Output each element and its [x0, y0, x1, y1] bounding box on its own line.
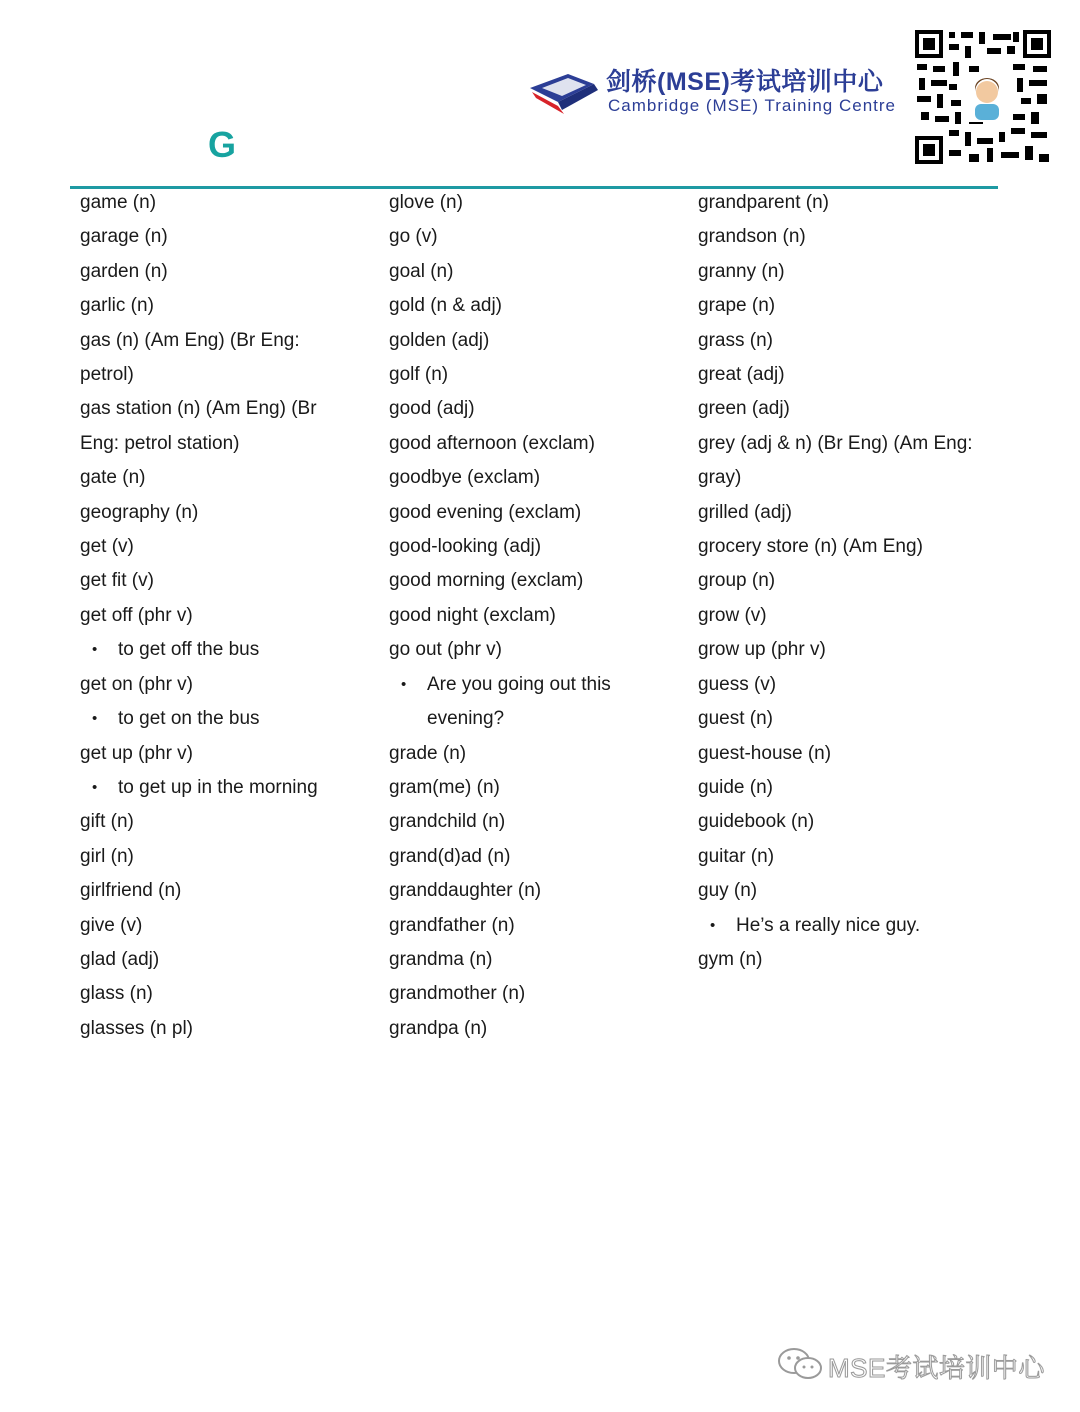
vocabulary-entry: grow (v) [698, 604, 767, 626]
vocabulary-entry: glasses (n pl) [80, 1017, 193, 1039]
vocabulary-entry: granny (n) [698, 260, 785, 282]
logo-chinese-name: 剑桥(MSE)考试培训中心 [606, 68, 884, 96]
vocabulary-entry: grandson (n) [698, 226, 806, 248]
vocabulary-entry: great (adj) [698, 364, 785, 386]
vocabulary-entry: good evening (exclam) [389, 501, 582, 523]
vocabulary-entry: grilled (adj) [698, 501, 792, 523]
bullet-icon: • [92, 641, 98, 659]
example-text: to get up in the morning [118, 776, 318, 798]
vocabulary-entry: guess (v) [698, 673, 777, 695]
vocabulary-entry: gate (n) [80, 467, 146, 489]
vocabulary-entry: get off (phr v) [80, 604, 193, 626]
vocabulary-entry: get on (phr v) [80, 673, 193, 695]
bullet-icon: • [401, 675, 407, 693]
vocabulary-entry: guest-house (n) [698, 742, 832, 764]
vocabulary-entry: grocery store (n) (Am Eng) [698, 536, 923, 558]
vocabulary-entry: grade (n) [389, 742, 467, 764]
vocabulary-entry: garage (n) [80, 226, 168, 248]
vocabulary-entry: good morning (exclam) [389, 570, 584, 592]
vocabulary-entry: grow up (phr v) [698, 639, 826, 661]
vocabulary-entry: grand(d)ad (n) [389, 845, 511, 867]
vocabulary-entry: gym (n) [698, 948, 763, 970]
vocabulary-entry: golden (adj) [389, 329, 490, 351]
wechat-icon [776, 1346, 826, 1382]
vocabulary-entry: group (n) [698, 570, 776, 592]
vocabulary-entry: glad (adj) [80, 948, 160, 970]
section-letter: G [208, 124, 237, 165]
logo-english-name: Cambridge (MSE) Training Centre [608, 96, 896, 115]
vocabulary-entry: good (adj) [389, 398, 475, 420]
qr-code-icon [913, 28, 1053, 166]
vocabulary-entry: golf (n) [389, 364, 449, 386]
vocabulary-entry: grandmother (n) [389, 983, 526, 1005]
vocabulary-entry: guidebook (n) [698, 811, 815, 833]
word-column-2 [389, 186, 689, 1046]
vocabulary-entry: gas station (n) (Am Eng) (Br [80, 398, 317, 420]
example-sentence [80, 633, 380, 667]
vocabulary-entry: guest (n) [698, 708, 773, 730]
vocabulary-entry: grape (n) [698, 295, 776, 317]
vocabulary-entry: gift (n) [80, 811, 134, 833]
vocabulary-entry: goodbye (exclam) [389, 467, 541, 489]
vocabulary-entry: grandparent (n) [698, 192, 829, 213]
vocabulary-entry: go out (phr v) [389, 639, 502, 661]
vocabulary-entry: guy (n) [698, 880, 758, 902]
example-sentence [80, 702, 380, 736]
vocabulary-entry: go (v) [389, 226, 438, 248]
bullet-icon: • [92, 778, 98, 796]
vocabulary-entry: girl (n) [80, 845, 134, 867]
vocabulary-entry: glove (n) [389, 192, 463, 213]
vocabulary-entry: guitar (n) [698, 845, 775, 867]
example-text: He’s a really nice guy. [736, 914, 921, 936]
vocabulary-entry: gold (n & adj) [389, 295, 503, 317]
watermark-text: MSE考试培训中心 [828, 1353, 1045, 1383]
example-text: to get off the bus [118, 639, 260, 661]
vocabulary-entry: granddaughter (n) [389, 880, 542, 902]
vocabulary-entry: goal (n) [389, 260, 454, 282]
vocabulary-entry: geography (n) [80, 501, 199, 523]
vocabulary-entry: grandfather (n) [389, 914, 515, 936]
vocabulary-entry: petrol) [80, 364, 134, 386]
vocabulary-entry: game (n) [80, 192, 157, 213]
example-text: to get on the bus [118, 708, 260, 730]
bullet-icon: • [92, 710, 98, 728]
vocabulary-entry: good afternoon (exclam) [389, 432, 595, 454]
vocabulary-entry: gas (n) (Am Eng) (Br Eng: [80, 329, 300, 351]
vocabulary-entry: gram(me) (n) [389, 776, 500, 798]
vocabulary-entry: get fit (v) [80, 570, 154, 592]
example-sentence [698, 909, 998, 943]
example-sentence [80, 771, 380, 805]
vocabulary-entry: gray) [698, 467, 742, 489]
vocabulary-entry: garden (n) [80, 260, 168, 282]
vocabulary-entry: girlfriend (n) [80, 880, 182, 902]
word-column-1 [80, 186, 380, 1046]
vocabulary-entry: give (v) [80, 914, 143, 936]
vocabulary-entry: good-looking (adj) [389, 536, 542, 558]
example-sentence [389, 668, 689, 737]
vocabulary-entry: get up (phr v) [80, 742, 193, 764]
vocabulary-entry: garlic (n) [80, 295, 154, 317]
vocabulary-entry: green (adj) [698, 398, 790, 420]
vocabulary-entry: Eng: petrol station) [80, 432, 240, 454]
vocabulary-entry: get (v) [80, 536, 134, 558]
vocabulary-entry: grandma (n) [389, 948, 493, 970]
example-text: Are you going out this evening? [427, 673, 611, 730]
vocabulary-entry: grass (n) [698, 329, 773, 351]
vocabulary-entry: guide (n) [698, 776, 773, 798]
cambridge-mse-logo [528, 62, 908, 122]
vocabulary-entry: grey (adj & n) (Br Eng) (Am Eng: [698, 432, 973, 454]
bullet-icon: • [710, 916, 716, 934]
vocabulary-entry: glass (n) [80, 983, 153, 1005]
word-column-3 [698, 186, 998, 977]
vocabulary-entry: grandpa (n) [389, 1017, 488, 1039]
vocabulary-entry: good night (exclam) [389, 604, 556, 626]
logo-emblem-icon [528, 66, 602, 116]
vocabulary-entry: grandchild (n) [389, 811, 506, 833]
